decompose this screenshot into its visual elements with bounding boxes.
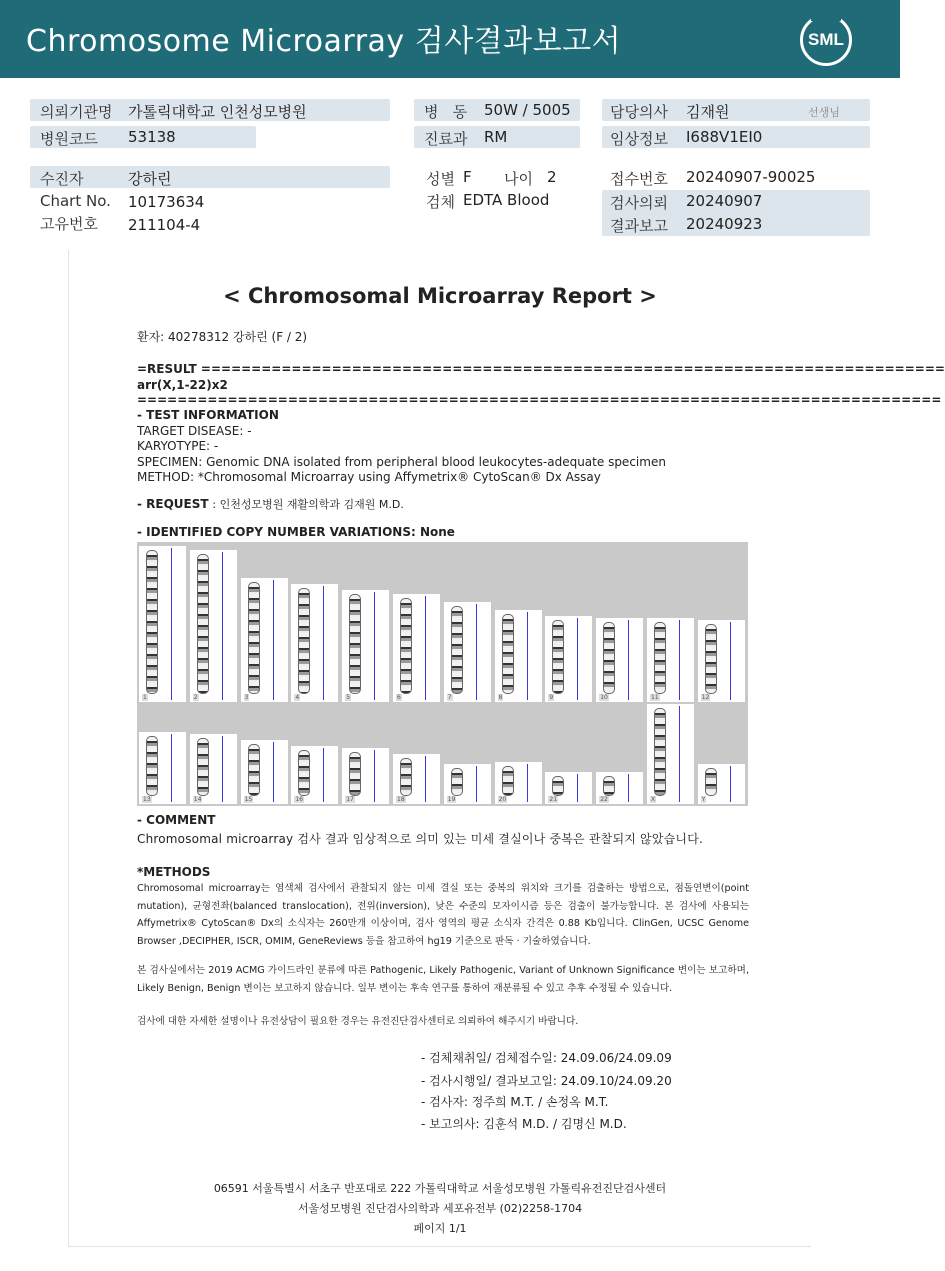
request-heading: - REQUEST	[137, 497, 209, 511]
institution-label: 의뢰기관명	[40, 103, 113, 121]
clinical-value: I688V1EI0	[686, 128, 763, 146]
copy-number-line	[476, 766, 477, 802]
chromosome-panel-19	[444, 764, 491, 804]
logo-text: SML	[808, 30, 844, 49]
report-document	[68, 250, 945, 1247]
chromosome-label: 13	[143, 796, 151, 803]
copy-number-line	[323, 586, 324, 700]
chromosome-ideogram	[451, 606, 463, 694]
footer-page: 페이지 1/1	[413, 1222, 467, 1235]
patient-name-row	[30, 166, 390, 188]
result-label: 결과보고	[610, 217, 668, 235]
karyogram	[137, 542, 748, 806]
chromosome-label: 7	[447, 694, 452, 701]
chromosome-label: 14	[193, 796, 202, 803]
sign-doctor: - 보고의사: 김훈석 M.D. / 김명신 M.D.	[421, 1117, 627, 1131]
copy-number-line	[679, 620, 680, 700]
chromosome-ideogram	[197, 554, 209, 694]
chromosome-panel-Y	[698, 764, 745, 804]
sign-collection: - 검체채취일/ 검체접수일: 24.09.06/24.09.09	[421, 1051, 672, 1065]
footer-department: 서울성모병원 진단검사의학과 세포유전부 (02)2258-1704	[297, 1202, 583, 1215]
age-value: 2	[547, 168, 557, 186]
copy-number-line	[374, 750, 375, 802]
hospital-code-value: 53138	[128, 128, 176, 146]
chromosome-ideogram	[248, 744, 260, 796]
chromosome-label: 15	[244, 796, 253, 803]
chromosome-ideogram	[654, 622, 666, 694]
id-label: 고유번호	[40, 215, 98, 233]
separator-line: ================================================================================	[137, 393, 942, 407]
copy-number-line	[222, 552, 223, 700]
doctor-suffix: 선생님	[808, 106, 840, 119]
copy-number-line	[222, 736, 223, 802]
comment-heading: - COMMENT	[137, 813, 216, 827]
dept-value: RM	[484, 128, 508, 146]
chromosome-ideogram	[552, 776, 564, 796]
chromosome-label: 5	[346, 694, 351, 701]
chromosome-label: 19	[447, 796, 456, 803]
patient-name-value: 강하린	[128, 170, 172, 188]
id-value: 211104-4	[128, 216, 201, 234]
copy-number-line	[577, 618, 578, 700]
sex-value: F	[463, 168, 472, 186]
chromosome-ideogram	[349, 594, 361, 694]
chromosome-ideogram	[248, 582, 260, 694]
chromosome-panel-9	[545, 616, 592, 702]
chromosome-ideogram	[502, 766, 514, 796]
chromosome-ideogram	[705, 768, 717, 796]
chromosome-panel-7	[444, 602, 491, 702]
chromosome-label: 22	[600, 796, 608, 803]
patient-line: 환자: 40278312 강하린 (F / 2)	[137, 330, 308, 344]
chromosome-panel-13	[139, 732, 186, 804]
methods-heading: *METHODS	[137, 865, 211, 879]
chromosome-label: 11	[651, 694, 659, 701]
chromosome-ideogram	[451, 768, 463, 796]
chromosome-ideogram	[298, 588, 310, 694]
sign-execution: - 검사시행일/ 결과보고일: 24.09.10/24.09.20	[421, 1074, 672, 1088]
chromosome-label: X	[651, 796, 656, 803]
specimen-line: SPECIMEN: Genomic DNA isolated from peripheral blood leukocytes-adequate specimen	[137, 455, 666, 469]
chromosome-panel-10	[596, 618, 643, 702]
method-line: METHOD: *Chromosomal Microarray using Affymetrix® CytoScan® Dx Assay	[137, 470, 601, 484]
header-bar	[0, 0, 900, 78]
chromosome-panel-16	[291, 746, 338, 804]
copy-number-line	[527, 764, 528, 802]
dept-label: 진료과	[424, 130, 468, 148]
chromosome-ideogram	[146, 550, 158, 694]
hospital-code-label: 병원코드	[40, 130, 98, 148]
chromosome-label: Y	[701, 796, 706, 803]
chromosome-panel-21	[545, 772, 592, 804]
copy-number-line	[679, 706, 680, 802]
receipt-value: 20240907-90025	[686, 168, 816, 186]
chromosome-panel-11	[647, 618, 694, 702]
copy-number-line	[476, 604, 477, 700]
copy-number-line	[171, 734, 172, 802]
sex-label: 성별	[426, 170, 455, 188]
copy-number-line	[273, 742, 274, 802]
chromosome-label: 6	[397, 694, 401, 701]
chromosome-ideogram	[146, 736, 158, 796]
receipt-label: 접수번호	[610, 170, 668, 188]
target-disease: TARGET DISEASE: -	[137, 424, 252, 438]
footer-address: 06591 서울특별시 서초구 반포대로 222 가톨릭대학교 서울성모병원 가톨릭유전진단검사센터	[213, 1182, 667, 1195]
chromosome-panel-20	[495, 762, 542, 804]
copy-number-line	[171, 548, 172, 700]
chromosome-ideogram	[298, 750, 310, 796]
methods-paragraph-2: 본 검사실에서는 2019 ACMG 가이드라인 분류에 따른 Pathogenic, Likely Pathogenic, Variant of Unknown Significance 변이는 보고하며, Likely Benign, Benign 변이는 보고하지 않습니다. 일부 변이는 후속 연구를 통하여 재분류될 수 있고 추후 수정될 수 있습니다.	[137, 965, 749, 994]
chart-value: 10173634	[128, 193, 205, 211]
chromosome-label: 21	[549, 796, 558, 803]
chromosome-label: 20	[498, 796, 507, 803]
ward-label: 병 동	[424, 103, 468, 121]
copy-number-line	[374, 592, 375, 700]
chromosome-ideogram	[502, 614, 514, 694]
chromosome-panel-5	[342, 590, 389, 702]
chromosome-label: 8	[498, 694, 503, 701]
request-text: : 인천성모병원 재활의학과 김재원 M.D.	[212, 498, 404, 511]
chromosome-panel-3	[241, 578, 288, 702]
chromosome-panel-8	[495, 610, 542, 702]
result-line: =RESULT ==========================================================================	[137, 362, 945, 376]
chromosome-ideogram	[603, 622, 615, 694]
chromosome-panel-22	[596, 772, 643, 804]
result-value: 20240923	[686, 215, 763, 233]
chromosome-ideogram	[197, 738, 209, 796]
chromosome-panel-15	[241, 740, 288, 804]
chromosome-label: 2	[193, 694, 198, 701]
copy-number-line	[527, 612, 528, 700]
methods-paragraph-1: Chromosomal microarray는 염색체 검사에서 관찰되지 않는 미세 결실 또는 중복의 위치와 크기를 검출하는 방법으로, 점돌연변이(point mutation), 균형전좌(balanced translocation), 전위(inversion), 낮은 수준의 모자이시즘 등은 검출이 불가능합니다. 본 검사에 사용되는 Affymetrix® CytoScan® Dx의 소식자는 260만개 이상이며, 검사 영역의 평균 소식자 간격은 0.88 Kb입니다. ClinGen, UCSC Genome Browser ,DECIPHER, ISCR, OMIM, GeneReviews 등을 참고하여 hg19 기준으로 판독 · 기술하였습니다.	[137, 883, 749, 947]
chromosome-ideogram	[400, 758, 412, 796]
chromosome-panel-17	[342, 748, 389, 804]
chromosome-panel-6	[393, 594, 440, 702]
chromosome-label: 12	[701, 694, 710, 701]
chromosome-label: 1	[143, 694, 147, 701]
copy-number-line	[730, 766, 731, 802]
clinical-label: 임상정보	[610, 130, 668, 148]
chromosome-panel-1	[139, 546, 186, 702]
chromosome-label: 18	[397, 796, 405, 803]
copy-number-line	[628, 620, 629, 700]
chromosome-ideogram	[654, 708, 666, 796]
copy-number-line	[425, 596, 426, 700]
request-label: 검사의뢰	[610, 194, 668, 212]
chromosome-ideogram	[603, 776, 615, 796]
chromosome-label: 10	[600, 694, 608, 701]
copy-number-line	[323, 748, 324, 802]
chromosome-label: 16	[295, 796, 304, 803]
chromosome-panel-4	[291, 584, 338, 702]
patient-name-label: 수진자	[40, 170, 84, 188]
karyotype: KARYOTYPE: -	[137, 439, 219, 453]
chromosome-panel-12	[698, 620, 745, 702]
institution-value: 가톨릭대학교 인천성모병원	[128, 103, 307, 121]
report-title: < Chromosomal Microarray Report >	[223, 284, 657, 308]
request-value: 20240907	[686, 192, 763, 210]
chromosome-ideogram	[705, 624, 717, 694]
copy-number-line	[273, 580, 274, 700]
sml-logo	[800, 14, 852, 66]
age-label: 나이	[504, 170, 533, 188]
chart-label: Chart No.	[40, 192, 111, 210]
comment-text: Chromosomal microarray 검사 결과 임상적으로 의미 있는 미세 결실이나 중복은 관찰되지 않았습니다.	[137, 832, 704, 846]
copy-number-line	[577, 774, 578, 802]
result-value: arr(X,1-22)x2	[137, 378, 228, 392]
chromosome-label: 9	[549, 694, 554, 701]
cnv-heading: - IDENTIFIED COPY NUMBER VARIATIONS: None	[137, 525, 455, 539]
chromosome-ideogram	[552, 620, 564, 694]
methods-paragraph-3: 검사에 대한 자세한 설명이나 유전상담이 필요한 경우는 유전진단검사센터로 의뢰하여 해주시기 바랍니다.	[137, 1016, 579, 1027]
chromosome-ideogram	[349, 752, 361, 796]
specimen-value: EDTA Blood	[463, 191, 550, 209]
sign-tester: - 검사자: 정주희 M.T. / 손정옥 M.T.	[421, 1095, 609, 1109]
specimen-label: 검체	[426, 193, 455, 211]
chromosome-panel-18	[393, 754, 440, 804]
chromosome-label: 17	[346, 796, 354, 803]
chromosome-panel-14	[190, 734, 237, 804]
chromosome-ideogram	[400, 598, 412, 694]
copy-number-line	[730, 622, 731, 700]
copy-number-line	[628, 774, 629, 802]
ward-value: 50W / 5005	[484, 101, 571, 119]
test-info-heading: - TEST INFORMATION	[137, 408, 279, 422]
chromosome-panel-X	[647, 704, 694, 804]
copy-number-line	[425, 756, 426, 802]
doctor-label: 담당의사	[610, 103, 668, 121]
chromosome-panel-2	[190, 550, 237, 702]
chromosome-label: 4	[295, 694, 300, 701]
page-title: Chromosome Microarray 검사결과보고서	[26, 24, 622, 59]
chromosome-label: 3	[244, 694, 249, 701]
doctor-value: 김재원	[686, 103, 730, 121]
